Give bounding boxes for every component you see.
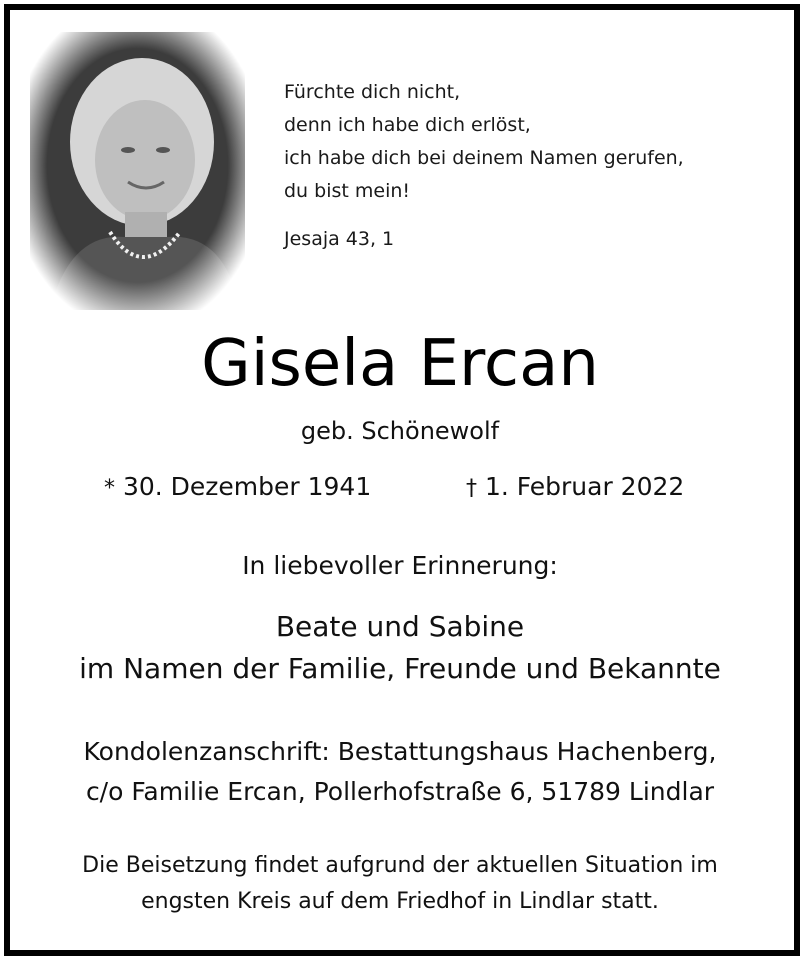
mourners-block: [0, 606, 800, 690]
address-line: c/o Familie Ercan, Pollerhofstraße 6, 51789 Lindlar: [85, 777, 715, 806]
verse-line: Fürchte dich nicht,: [284, 81, 461, 103]
deceased-name: Gisela Ercan: [201, 327, 599, 401]
verse-line: ich habe dich bei deinem Namen gerufen,: [284, 147, 684, 169]
mourners-line: Beate und Sabine: [275, 610, 525, 643]
portrait-illustration: [30, 32, 245, 310]
maiden-name: geb. Schönewolf: [300, 417, 500, 445]
death-cross-icon: †: [466, 476, 477, 501]
death-date-line: [466, 470, 684, 506]
portrait-photo: [30, 32, 245, 310]
birth-date-line: [104, 470, 371, 506]
verse-line: du bist mein!: [284, 180, 411, 202]
funeral-line: Die Beisetzung findet aufgrund der aktuellen Situation im: [82, 853, 718, 878]
death-date: 1. Februar 2022: [484, 472, 685, 501]
mourners-line: im Namen der Familie, Freunde und Bekannte: [79, 652, 721, 685]
condolence-address: [0, 732, 800, 812]
funeral-notice: [0, 848, 800, 920]
funeral-line: engsten Kreis auf dem Friedhof in Lindlar statt.: [141, 889, 659, 914]
birth-date: 30. Dezember 1941: [122, 472, 372, 501]
address-line: Kondolenzanschrift: Bestattungshaus Hachenberg,: [83, 737, 717, 766]
bible-verse: [284, 76, 684, 208]
verse-line: denn ich habe dich erlöst,: [284, 114, 531, 136]
verse-reference: Jesaja 43, 1: [284, 228, 395, 250]
memorial-heading: In liebevoller Erinnerung:: [242, 551, 558, 580]
birth-star-icon: *: [104, 476, 115, 501]
